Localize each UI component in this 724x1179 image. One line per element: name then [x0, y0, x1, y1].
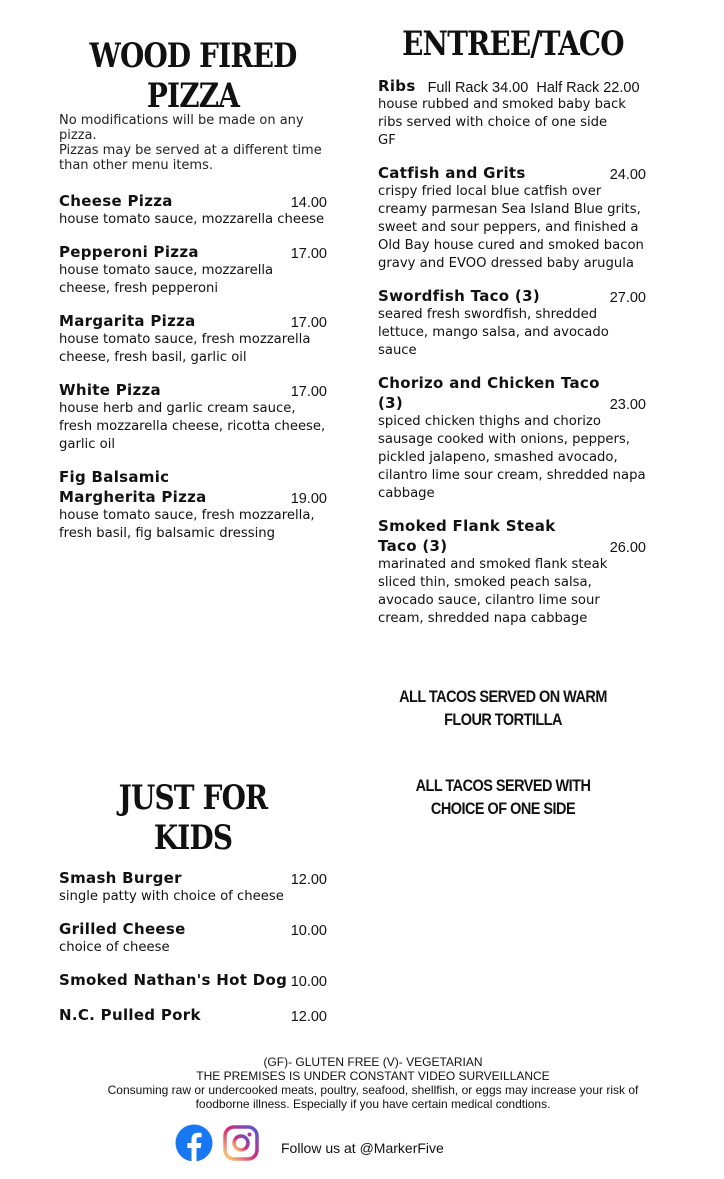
menu-item: [59, 1005, 327, 1025]
menu-item: [59, 380, 327, 454]
item-description: choice of cheese: [59, 940, 170, 955]
item-price: 12.00: [290, 1009, 327, 1025]
item-price: 14.00: [290, 195, 327, 211]
menu-item: [378, 163, 646, 273]
food-safety-warning: Consuming raw or undercooked meats, poultry, seafood, shellfish, or eggs may increase your risk of foodborne illness. Especially if you have certain medical condtions.: [107, 1083, 639, 1111]
item-description: house tomato sauce, fresh mozzarella cheese, fresh basil, garlic oil: [59, 332, 311, 365]
social-links: [175, 1124, 444, 1162]
item-price: 17.00: [290, 384, 327, 400]
item-price: Full Rack 34.00 Half Rack 22.00: [427, 80, 640, 96]
item-description: house tomato sauce, fresh mozzarella, fresh basil, fig balsamic dressing: [59, 508, 315, 541]
item-description: seared fresh swordfish, shredded lettuce, mango salsa, and avocado sauce: [378, 307, 609, 358]
kids-section-title: JUST FOR KIDS: [118, 778, 268, 858]
menu-item: [378, 286, 646, 360]
item-name: Smash Burger: [59, 869, 182, 887]
pizza-section-title: WOOD FIRED PIZZA: [89, 36, 297, 116]
pizza-note-timing: Pizzas may be served at a different time than other menu items.: [59, 143, 322, 173]
menu-item: [378, 516, 646, 628]
item-name: Swordfish Taco (3): [378, 287, 540, 305]
item-description: spiced chicken thighs and chorizo sausage cooked with onions, peppers, pickled jalapeno, smashed avocado, cilantro lime sour cream, shredded napa cabbage: [378, 414, 646, 501]
item-name: White Pizza: [59, 381, 161, 399]
item-name: Chorizo and Chicken Taco (3): [378, 374, 600, 412]
entree-section-title: ENTREE/TACO: [402, 24, 624, 64]
pizza-note-modifications: No modifications will be made on any pizza.: [59, 113, 304, 143]
item-name: Ribs: [378, 77, 416, 95]
pizza-section: [59, 36, 327, 543]
menu-item: [59, 311, 327, 367]
item-description: house herb and garlic cream sauce, fresh mozzarella cheese, ricotta cheese, garlic oil: [59, 401, 326, 452]
item-price: 10.00: [290, 974, 327, 990]
item-price: 17.00: [290, 246, 327, 262]
kids-section: [59, 778, 327, 1025]
item-description: house rubbed and smoked baby back ribs served with choice of one side: [378, 97, 626, 130]
item-name: Cheese Pizza: [59, 192, 173, 210]
item-description: house tomato sauce, mozzarella cheese, fresh pepperoni: [59, 263, 274, 296]
item-name: Grilled Cheese: [59, 920, 186, 938]
item-name: Smoked Flank Steak Taco (3): [378, 517, 556, 555]
item-price: 19.00: [290, 491, 327, 507]
item-description: crispy fried local blue catfish over creamy parmesan Sea Island Blue grits, sweet and sour peppers, and finished a Old Bay house cured and smoked bacon gravy and EVOO dressed baby arugula: [378, 184, 644, 271]
footer: [90, 1055, 656, 1111]
entree-section: [378, 24, 646, 628]
menu-item: [59, 191, 327, 229]
item-name: Pepperoni Pizza: [59, 243, 199, 261]
tortilla-callout: ALL TACOS SERVED ON WARM FLOUR TORTILLA: [399, 687, 607, 729]
menu-item: [59, 970, 327, 990]
item-price: 24.00: [609, 167, 646, 183]
side-callout: ALL TACOS SERVED WITH CHOICE OF ONE SIDE: [415, 776, 591, 818]
item-name: N.C. Pulled Pork: [59, 1006, 201, 1024]
item-description: single patty with choice of cheese: [59, 889, 284, 904]
item-description: house tomato sauce, mozzarella cheese: [59, 212, 325, 227]
item-name: Smoked Nathan's Hot Dog: [59, 971, 288, 989]
menu-item: [378, 373, 646, 503]
menu-item: [59, 242, 327, 298]
item-name: Margarita Pizza: [59, 312, 196, 330]
item-name: Catfish and Grits: [378, 164, 526, 182]
item-price: 12.00: [290, 872, 327, 888]
dietary-legend: (GF)- GLUTEN FREE (V)- VEGETARIAN: [263, 1055, 483, 1069]
item-price: 17.00: [290, 315, 327, 331]
item-name: Fig Balsamic Margherita Pizza: [59, 468, 207, 506]
menu-item: [59, 467, 327, 543]
menu-item: [59, 868, 327, 906]
instagram-icon[interactable]: [223, 1125, 259, 1161]
follow-us-text: Follow us at @MarkerFive: [281, 1140, 444, 1156]
surveillance-notice: THE PREMISES IS UNDER CONSTANT VIDEO SURVEILLANCE: [196, 1069, 550, 1083]
item-price: 27.00: [609, 290, 646, 306]
item-description: marinated and smoked flank steak sliced thin, smoked peach salsa, avocado sauce, cilantro lime sour cream, shredded napa cabbage: [378, 557, 608, 626]
item-price: 10.00: [290, 923, 327, 939]
menu-item: [59, 919, 327, 957]
item-price: 23.00: [609, 397, 646, 413]
facebook-icon[interactable]: [175, 1124, 213, 1162]
menu-item-ribs: [378, 76, 646, 150]
dietary-tag: GF: [378, 133, 396, 148]
item-price: 26.00: [609, 540, 646, 556]
